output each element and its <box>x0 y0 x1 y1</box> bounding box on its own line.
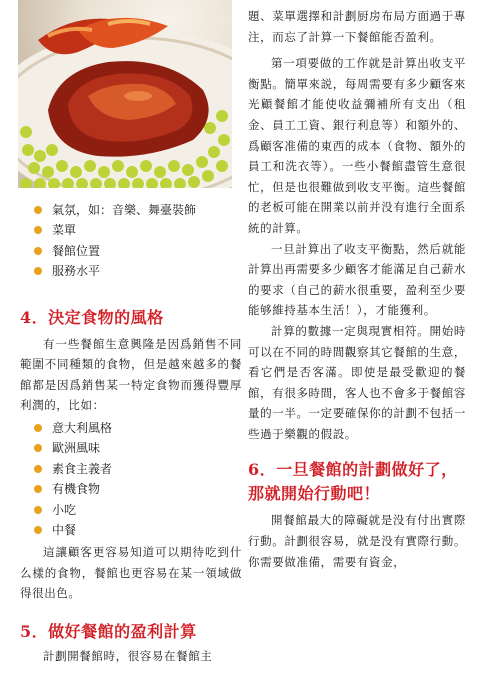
feature-bullet-list <box>20 200 242 282</box>
bullet-dot-icon <box>34 247 42 255</box>
list-item: 中餐 <box>34 520 242 540</box>
food-photo <box>18 0 232 188</box>
food-style-list <box>20 418 242 540</box>
bullet-dot-icon <box>34 226 42 234</box>
paragraph: 計劃開餐館時，很容易在餐館主 <box>43 649 213 664</box>
section-heading-5: 5．做好餐館的盈利計算 <box>20 622 197 642</box>
section-heading-4: 4．決定食物的風格 <box>20 307 164 327</box>
list-item: 有機食物 <box>34 479 242 499</box>
section-heading-6: 6．一旦餐館的計劃做好了，那就開始行動吧！ <box>248 460 458 504</box>
bullet-dot-icon <box>34 206 42 214</box>
bullet-dot-icon <box>34 267 42 275</box>
paragraph: 計算的數據一定與現實相符。開始時可以在不同的時間觀察其它餐館的生意，看它們是否客滿。即使是最受歡迎的餐館，有很多時間，客人也不會多于餐館容量的一半。一定要確保你的計劃不包括一些過于樂觀的假設。 <box>248 323 466 441</box>
list-item: 小吃 <box>34 500 242 520</box>
paragraph: 題、菜單選擇和計劃厨房布局方面過于專注，而忘了計算一下餐館能否盈利。 <box>248 9 466 44</box>
list-item: 服務水平 <box>34 261 242 281</box>
left-column <box>20 200 242 667</box>
bullet-dot-icon <box>34 465 42 473</box>
list-item: 氣氛，如：音樂、舞臺裝飾 <box>34 200 242 220</box>
bullet-dot-icon <box>34 444 42 452</box>
list-item: 歐洲風味 <box>34 438 242 458</box>
bullet-dot-icon <box>34 526 42 534</box>
paragraph: 第一項要做的工作就是計算出收支平衡點。簡單來説，每周需要有多少顧客來光顧餐館才能使收益彌補所有支出（租金、員工工資、銀行利息等）和額外的、爲顧客准備的東西的成本（食物、額外的員工和洗衣等）。一些小餐館盡管生意很忙，但是也很難做到收支平衡。這些餐館的老板可能在開業以前并没有進行全面系統的計算。 <box>248 56 466 235</box>
bullet-dot-icon <box>34 485 42 493</box>
paragraph: 這讓顧客更容易知道可以期待吃到什么樣的食物，餐館也更容易在某一領域做得很出色。 <box>20 545 242 601</box>
list-item: 菜單 <box>34 220 242 240</box>
paragraph: 有一些餐館生意興隆是因爲銷售不同範圍不同種類的食物，但是越來越多的餐館都是因爲銷售某一特定食物而獲得豐厚利潤的，比如： <box>20 336 242 413</box>
right-column <box>248 0 466 572</box>
bullet-dot-icon <box>34 424 42 432</box>
paragraph: 一旦計算出了收支平衡點，然后就能計算出再需要多少顧客才能滿足自己薪水的要求（自己的薪水很重要，盈利至少要能够維持基本生活！），才能獲利。 <box>248 241 466 318</box>
list-item: 餐館位置 <box>34 241 242 261</box>
list-item: 意大利風格 <box>34 418 242 438</box>
bullet-dot-icon <box>34 506 42 514</box>
list-item: 素食主義者 <box>34 459 242 479</box>
paragraph: 開餐館最大的障礙就是没有付出實際行動。計劃很容易，就是没有實際行動。你需要做准備，需要有資金， <box>248 513 466 569</box>
